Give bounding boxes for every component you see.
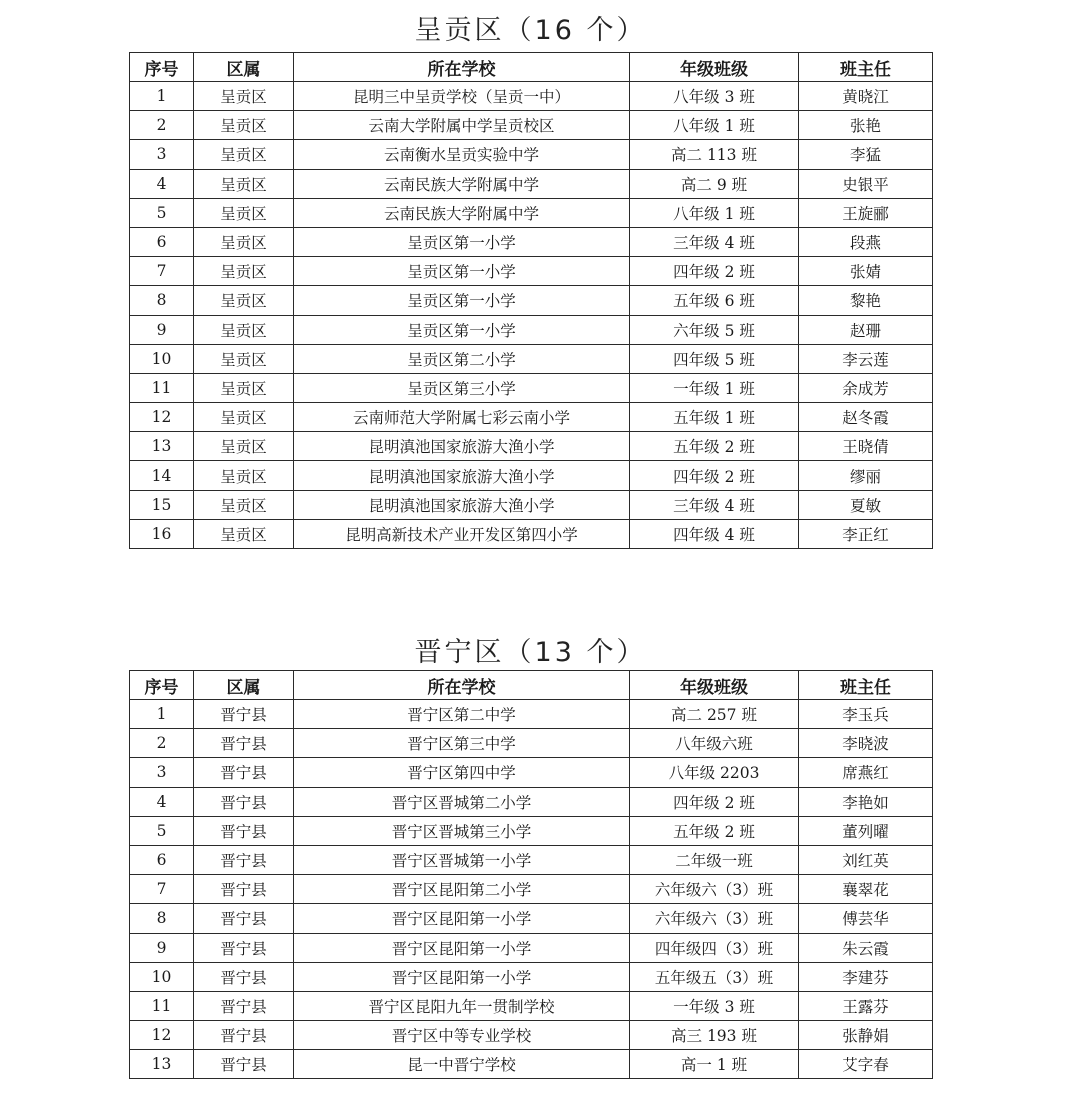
cell-col-teacher: 夏敏: [799, 490, 933, 519]
cell-col-index: 1: [130, 82, 194, 111]
table-row: [130, 875, 933, 904]
cell-col-district: 呈贡区: [194, 140, 294, 169]
table-row: [130, 1021, 933, 1050]
cell-col-teacher: 王露芬: [799, 991, 933, 1020]
cell-col-class: 高二 9 班: [630, 169, 799, 198]
cell-col-school: 昆明三中呈贡学校（呈贡一中）: [294, 82, 630, 111]
cell-col-index: 1: [130, 700, 194, 729]
cell-col-district: 晋宁县: [194, 933, 294, 962]
cell-col-district: 呈贡区: [194, 432, 294, 461]
cell-col-class: 四年级 2 班: [630, 257, 799, 286]
cell-col-school: 呈贡区第一小学: [294, 257, 630, 286]
table-row: [130, 140, 933, 169]
table-row: [130, 904, 933, 933]
header-col-district: 区属: [194, 671, 294, 700]
cell-col-district: 晋宁县: [194, 758, 294, 787]
cell-col-class: 五年级 2 班: [630, 432, 799, 461]
cell-col-class: 五年级 1 班: [630, 403, 799, 432]
cell-col-district: 晋宁县: [194, 816, 294, 845]
cell-col-index: 14: [130, 461, 194, 490]
table-header-row: [130, 671, 933, 700]
table-row: [130, 962, 933, 991]
cell-col-teacher: 傅芸华: [799, 904, 933, 933]
cell-col-index: 2: [130, 729, 194, 758]
cell-col-school: 晋宁区第四中学: [294, 758, 630, 787]
cell-col-class: 六年级六（3）班: [630, 875, 799, 904]
cell-col-district: 晋宁县: [194, 962, 294, 991]
table-row: [130, 315, 933, 344]
table-row: [130, 758, 933, 787]
table-row: [130, 729, 933, 758]
cell-col-district: 晋宁县: [194, 1050, 294, 1079]
table-row: [130, 82, 933, 111]
cell-col-school: 云南大学附属中学呈贡校区: [294, 111, 630, 140]
header-col-teacher: 班主任: [799, 53, 933, 82]
cell-col-school: 云南民族大学附属中学: [294, 198, 630, 227]
cell-col-district: 呈贡区: [194, 111, 294, 140]
cell-col-index: 8: [130, 286, 194, 315]
cell-col-school: 晋宁区中等专业学校: [294, 1021, 630, 1050]
table-row: [130, 286, 933, 315]
table-body: [130, 82, 933, 549]
cell-col-district: 呈贡区: [194, 286, 294, 315]
cell-col-index: 7: [130, 875, 194, 904]
cell-col-district: 呈贡区: [194, 344, 294, 373]
cell-col-index: 5: [130, 816, 194, 845]
table-row: [130, 432, 933, 461]
section-title: 呈贡区（16 个）: [414, 15, 647, 46]
cell-col-teacher: 张艳: [799, 111, 933, 140]
cell-col-class: 五年级 6 班: [630, 286, 799, 315]
cell-col-teacher: 李建芬: [799, 962, 933, 991]
table-row: [130, 845, 933, 874]
cell-col-district: 晋宁县: [194, 904, 294, 933]
cell-col-class: 四年级 4 班: [630, 519, 799, 548]
cell-col-school: 晋宁区第三中学: [294, 729, 630, 758]
table-row: [130, 169, 933, 198]
header-col-school: 所在学校: [294, 671, 630, 700]
cell-col-school: 晋宁区晋城第二小学: [294, 787, 630, 816]
cell-col-index: 10: [130, 344, 194, 373]
cell-col-teacher: 张婧: [799, 257, 933, 286]
cell-col-school: 晋宁区昆阳第二小学: [294, 875, 630, 904]
table-row: [130, 344, 933, 373]
cell-col-class: 高二 257 班: [630, 700, 799, 729]
cell-col-school: 云南衡水呈贡实验中学: [294, 140, 630, 169]
table-row: [130, 700, 933, 729]
cell-col-school: 呈贡区第三小学: [294, 373, 630, 402]
cell-col-index: 3: [130, 140, 194, 169]
section-title: 晋宁区（13 个）: [414, 637, 647, 668]
cell-col-index: 11: [130, 373, 194, 402]
cell-col-index: 6: [130, 227, 194, 256]
cell-col-school: 晋宁区第二中学: [294, 700, 630, 729]
header-col-class: 年级班级: [630, 53, 799, 82]
cell-col-district: 呈贡区: [194, 403, 294, 432]
cell-col-district: 呈贡区: [194, 169, 294, 198]
cell-col-district: 晋宁县: [194, 1021, 294, 1050]
cell-col-district: 呈贡区: [194, 315, 294, 344]
cell-col-district: 晋宁县: [194, 729, 294, 758]
table-row: [130, 198, 933, 227]
cell-col-school: 晋宁区昆阳第一小学: [294, 933, 630, 962]
cell-col-teacher: 赵冬霞: [799, 403, 933, 432]
cell-col-school: 昆明滇池国家旅游大渔小学: [294, 461, 630, 490]
cell-col-teacher: 朱云霞: [799, 933, 933, 962]
cell-col-teacher: 襄翠花: [799, 875, 933, 904]
cell-col-teacher: 董列曜: [799, 816, 933, 845]
header-col-class: 年级班级: [630, 671, 799, 700]
cell-col-index: 6: [130, 845, 194, 874]
cell-col-teacher: 段燕: [799, 227, 933, 256]
cell-col-class: 二年级一班: [630, 845, 799, 874]
cell-col-teacher: 李正红: [799, 519, 933, 548]
table-row: [130, 403, 933, 432]
cell-col-class: 三年级 4 班: [630, 490, 799, 519]
cell-col-school: 晋宁区昆阳第一小学: [294, 962, 630, 991]
table-row: [130, 933, 933, 962]
cell-col-class: 三年级 4 班: [630, 227, 799, 256]
cell-col-teacher: 缪丽: [799, 461, 933, 490]
table-row: [130, 991, 933, 1020]
table-row: [130, 461, 933, 490]
cell-col-index: 2: [130, 111, 194, 140]
cell-col-district: 晋宁县: [194, 991, 294, 1020]
table-row: [130, 227, 933, 256]
cell-col-district: 呈贡区: [194, 82, 294, 111]
cell-col-teacher: 艾字春: [799, 1050, 933, 1079]
cell-col-class: 八年级 3 班: [630, 82, 799, 111]
cell-col-class: 五年级 2 班: [630, 816, 799, 845]
cell-col-class: 四年级 2 班: [630, 787, 799, 816]
cell-col-district: 呈贡区: [194, 373, 294, 402]
header-col-school: 所在学校: [294, 53, 630, 82]
cell-col-teacher: 刘红英: [799, 845, 933, 874]
cell-col-teacher: 张静娟: [799, 1021, 933, 1050]
cell-col-teacher: 赵珊: [799, 315, 933, 344]
cell-col-index: 12: [130, 1021, 194, 1050]
table-header-row: [130, 53, 933, 82]
cell-col-class: 六年级六（3）班: [630, 904, 799, 933]
cell-col-district: 呈贡区: [194, 461, 294, 490]
cell-col-index: 10: [130, 962, 194, 991]
cell-col-class: 高二 113 班: [630, 140, 799, 169]
cell-col-class: 八年级六班: [630, 729, 799, 758]
cell-col-school: 云南民族大学附属中学: [294, 169, 630, 198]
school-table: [129, 670, 933, 1079]
cell-col-index: 8: [130, 904, 194, 933]
cell-col-district: 呈贡区: [194, 227, 294, 256]
cell-col-teacher: 余成芳: [799, 373, 933, 402]
table-row: [130, 816, 933, 845]
cell-col-teacher: 李晓波: [799, 729, 933, 758]
cell-col-district: 呈贡区: [194, 490, 294, 519]
cell-col-district: 呈贡区: [194, 519, 294, 548]
cell-col-index: 4: [130, 169, 194, 198]
table-row: [130, 111, 933, 140]
cell-col-school: 呈贡区第一小学: [294, 315, 630, 344]
cell-col-class: 四年级 5 班: [630, 344, 799, 373]
cell-col-school: 昆明滇池国家旅游大渔小学: [294, 432, 630, 461]
cell-col-school: 晋宁区晋城第三小学: [294, 816, 630, 845]
cell-col-teacher: 史银平: [799, 169, 933, 198]
cell-col-school: 晋宁区昆阳九年一贯制学校: [294, 991, 630, 1020]
table-row: [130, 1050, 933, 1079]
cell-col-index: 9: [130, 933, 194, 962]
cell-col-class: 六年级 5 班: [630, 315, 799, 344]
cell-col-class: 高三 193 班: [630, 1021, 799, 1050]
cell-col-district: 呈贡区: [194, 257, 294, 286]
cell-col-class: 四年级四（3）班: [630, 933, 799, 962]
cell-col-teacher: 李玉兵: [799, 700, 933, 729]
cell-col-district: 晋宁县: [194, 787, 294, 816]
table-row: [130, 787, 933, 816]
cell-col-index: 12: [130, 403, 194, 432]
cell-col-index: 13: [130, 1050, 194, 1079]
cell-col-school: 呈贡区第一小学: [294, 286, 630, 315]
cell-col-index: 9: [130, 315, 194, 344]
cell-col-school: 呈贡区第二小学: [294, 344, 630, 373]
cell-col-district: 晋宁县: [194, 845, 294, 874]
school-table: [129, 52, 933, 549]
cell-col-school: 昆明高新技术产业开发区第四小学: [294, 519, 630, 548]
cell-col-district: 呈贡区: [194, 198, 294, 227]
cell-col-index: 15: [130, 490, 194, 519]
cell-col-index: 11: [130, 991, 194, 1020]
table-row: [130, 373, 933, 402]
cell-col-school: 晋宁区晋城第一小学: [294, 845, 630, 874]
cell-col-class: 五年级五（3）班: [630, 962, 799, 991]
cell-col-class: 八年级 1 班: [630, 111, 799, 140]
cell-col-class: 八年级 1 班: [630, 198, 799, 227]
cell-col-index: 5: [130, 198, 194, 227]
header-col-index: 序号: [130, 53, 194, 82]
cell-col-school: 云南师范大学附属七彩云南小学: [294, 403, 630, 432]
cell-col-district: 晋宁县: [194, 700, 294, 729]
cell-col-teacher: 黎艳: [799, 286, 933, 315]
table-row: [130, 519, 933, 548]
cell-col-class: 四年级 2 班: [630, 461, 799, 490]
cell-col-index: 16: [130, 519, 194, 548]
cell-col-teacher: 席燕红: [799, 758, 933, 787]
table-row: [130, 490, 933, 519]
table-row: [130, 257, 933, 286]
cell-col-class: 八年级 2203: [630, 758, 799, 787]
cell-col-class: 一年级 1 班: [630, 373, 799, 402]
cell-col-teacher: 黄晓江: [799, 82, 933, 111]
cell-col-teacher: 李云莲: [799, 344, 933, 373]
cell-col-index: 7: [130, 257, 194, 286]
cell-col-teacher: 李艳如: [799, 787, 933, 816]
cell-col-index: 4: [130, 787, 194, 816]
cell-col-teacher: 王晓倩: [799, 432, 933, 461]
cell-col-teacher: 李猛: [799, 140, 933, 169]
header-col-teacher: 班主任: [799, 671, 933, 700]
cell-col-school: 晋宁区昆阳第一小学: [294, 904, 630, 933]
header-col-district: 区属: [194, 53, 294, 82]
cell-col-class: 高一 1 班: [630, 1050, 799, 1079]
cell-col-district: 晋宁县: [194, 875, 294, 904]
table-body: [130, 700, 933, 1079]
cell-col-teacher: 王旋郦: [799, 198, 933, 227]
cell-col-index: 13: [130, 432, 194, 461]
cell-col-school: 昆明滇池国家旅游大渔小学: [294, 490, 630, 519]
cell-col-index: 3: [130, 758, 194, 787]
header-col-index: 序号: [130, 671, 194, 700]
cell-col-school: 昆一中晋宁学校: [294, 1050, 630, 1079]
cell-col-class: 一年级 3 班: [630, 991, 799, 1020]
cell-col-school: 呈贡区第一小学: [294, 227, 630, 256]
